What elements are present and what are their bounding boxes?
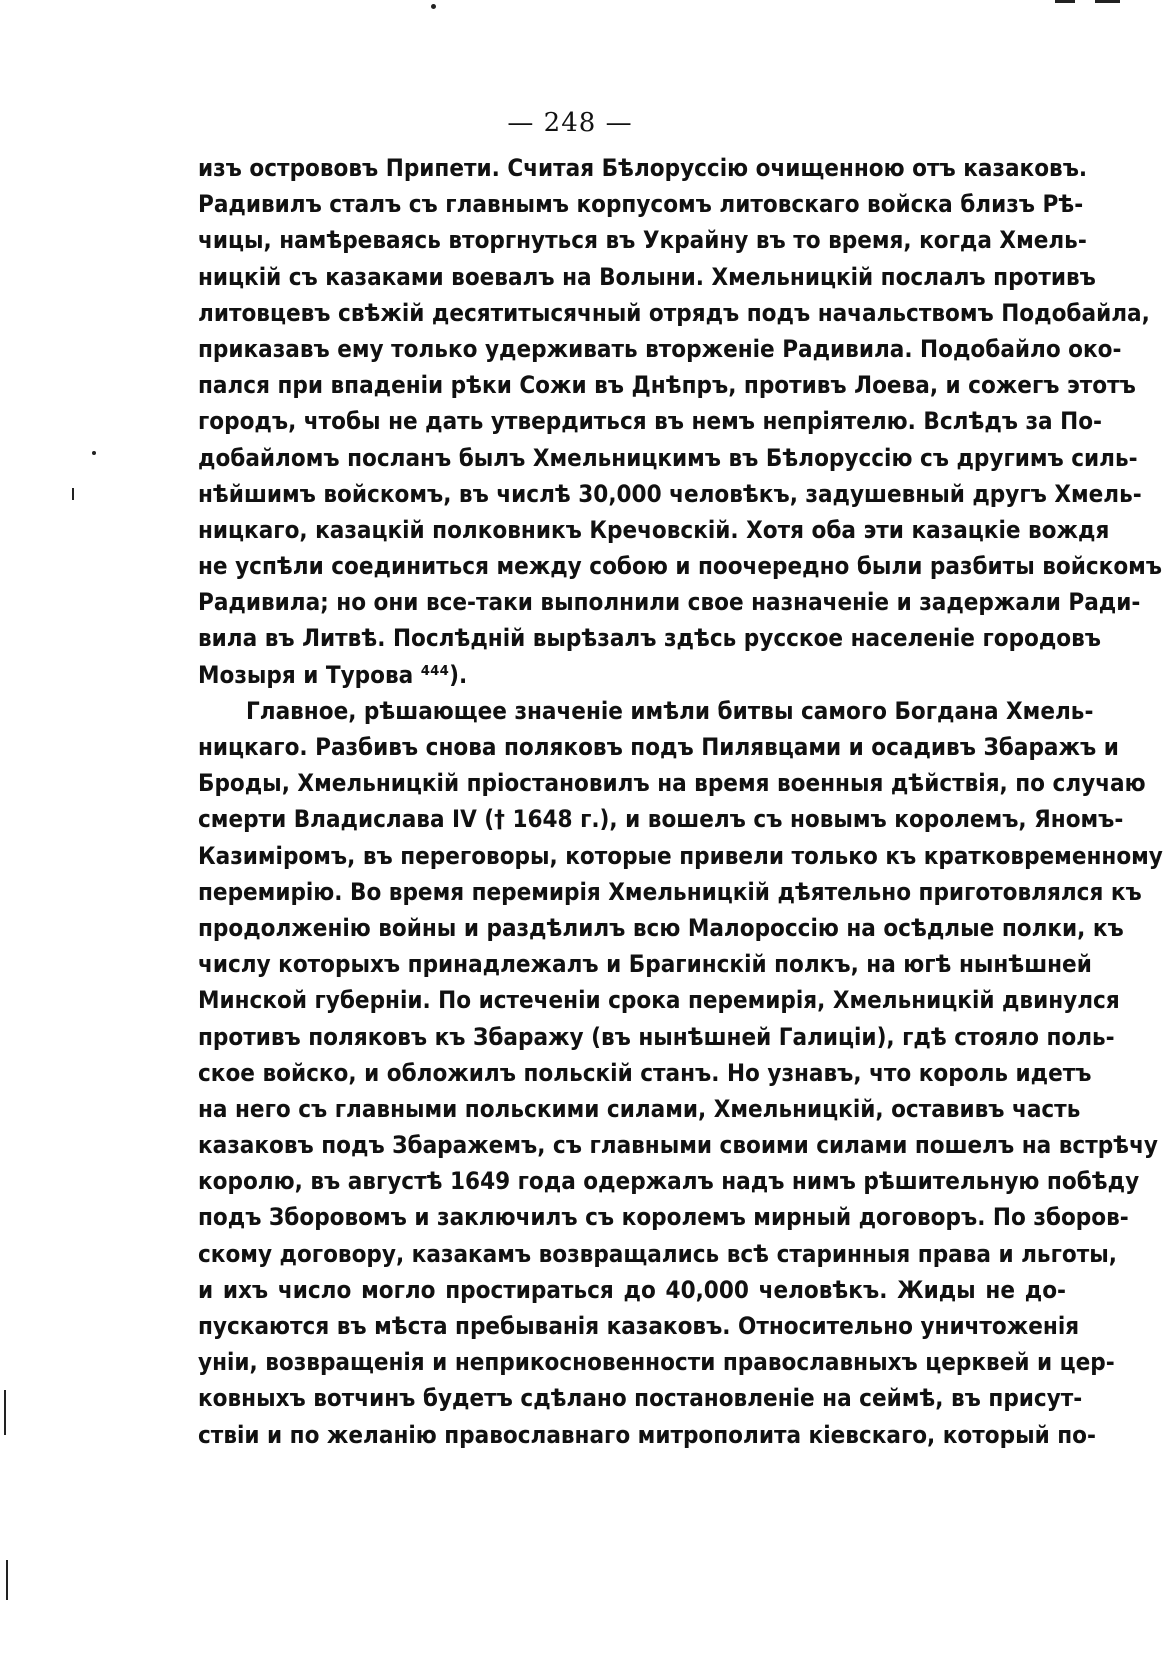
text-line: смерти Владислава IV († 1648 г.), и вошелъ съ новымъ королемъ, Яномъ- [198, 805, 1124, 834]
text-line: чицы, намѣреваясь вторгнуться въ Украйну въ то время, когда Хмель- [198, 226, 1087, 255]
text-line: Мозыря и Турова ⁴⁴⁴). [198, 660, 468, 689]
text-line: числу которыхъ принадлежалъ и Брагинскій полкъ, на югѣ нынѣшней [198, 950, 1092, 979]
binding-mark [4, 1390, 6, 1435]
text-line: и ихъ число могло простираться до 40,000 человѣкъ. Жиды не до- [198, 1275, 1066, 1304]
text-line: уніи, возвращенія и неприкосновенности православныхъ церквей и цер- [198, 1348, 1115, 1377]
binding-mark [6, 1560, 8, 1600]
text-line: ское войско, и обложилъ польскій станъ. Но узнавъ, что король идетъ [198, 1058, 1092, 1087]
text-line: Радивила; но они все-таки выполнили свое назначеніе и задержали Ради- [198, 588, 1141, 617]
text-line: городъ, чтобы не дать утвердиться въ немъ непріятелю. Вслѣдъ за По- [198, 407, 1103, 436]
text-line: Радивилъ сталъ съ главнымъ корпусомъ литовскаго войска близъ Рѣ- [198, 190, 1084, 219]
page-number: — 248 — [507, 108, 633, 138]
margin-dot [92, 451, 96, 455]
text-line: перемирію. Во время перемирія Хмельницкій дѣятельно приготовлялся къ [198, 877, 1142, 906]
text-line: ствіи и по желанію православнаго митрополита кіевскаго, который по- [198, 1420, 1096, 1449]
text-line: ницкаго, казацкій полковникъ Кречовскій. Хотя оба эти казацкіе вождя [198, 515, 1110, 544]
edge-mark [1095, 0, 1120, 3]
text-line: Минской губерніи. По истеченіи срока перемирія, Хмельницкій двинулся [198, 986, 1120, 1015]
text-line: ницкій съ казаками воевалъ на Волыни. Хмельницкій послалъ противъ [198, 262, 1096, 291]
text-line: ковныхъ вотчинъ будетъ сдѣлано постановленіе на сеймѣ, въ присут- [198, 1384, 1083, 1413]
text-line: Главное, рѣшающее значеніе имѣли битвы самого Богдана Хмель- [246, 696, 1094, 725]
text-line: подъ Зборовомъ и заключилъ съ королемъ мирный договоръ. По зборов- [198, 1203, 1129, 1232]
text-line: пался при впаденіи рѣки Сожи въ Днѣпръ, противъ Лоева, и сожегъ этотъ [198, 371, 1136, 400]
body-text [198, 150, 1163, 1453]
text-line: казаковъ подъ Збаражемъ, съ главными своими силами пошелъ на встрѣчу [198, 1131, 1158, 1160]
text-line: нѣйшимъ войскомъ, въ числѣ 30,000 человѣкъ, задушевный другъ Хмель- [198, 479, 1142, 508]
text-line: продолженію войны и раздѣлилъ всю Малороссію на осѣдлые полки, къ [198, 913, 1124, 942]
text-line: добайломъ посланъ былъ Хмельницкимъ въ Бѣлоруссію съ другимъ силь- [198, 443, 1138, 472]
text-line: не успѣли соединиться между собою и поочередно были разбиты войскомъ [198, 552, 1163, 581]
text-line: пускаются въ мѣста пребыванія казаковъ. Относительно уничтоженія [198, 1312, 1080, 1340]
text-line: противъ поляковъ къ Збаражу (въ нынѣшней Галиціи), гдѣ стояло поль- [198, 1022, 1115, 1051]
print-dot [431, 4, 436, 9]
text-line: литовцевъ свѣжій десятитысячный отрядъ подъ начальствомъ Подобайла, [198, 298, 1150, 327]
text-line: Казиміромъ, въ переговоры, которые привели только къ кратковременному [198, 841, 1163, 870]
text-line: на него съ главными польскими силами, Хмельницкій, оставивъ часть [198, 1094, 1081, 1123]
text-line: вила въ Литвѣ. Послѣдній вырѣзалъ здѣсь русское населеніе городовъ [198, 624, 1102, 653]
text-line: Броды, Хмельницкій пріостановилъ на время военныя дѣйствія, по случаю [198, 769, 1146, 798]
text-line: ницкаго. Разбивъ снова поляковъ подъ Пилявцами и осадивъ Збаражъ и [198, 733, 1119, 761]
text-line: изъ острововъ Припети. Считая Бѣлоруссію очищенною отъ казаковъ. [198, 154, 1088, 182]
margin-tick [72, 488, 74, 500]
edge-mark [1055, 0, 1075, 3]
text-line: королю, въ августѣ 1649 года одержалъ надъ нимъ рѣшительную побѣду [198, 1167, 1140, 1196]
text-line: скому договору, казакамъ возвращались всѣ старинныя права и льготы, [198, 1239, 1117, 1268]
text-line: приказавъ ему только удерживать вторженіе Радивила. Подобайло око- [198, 334, 1122, 363]
